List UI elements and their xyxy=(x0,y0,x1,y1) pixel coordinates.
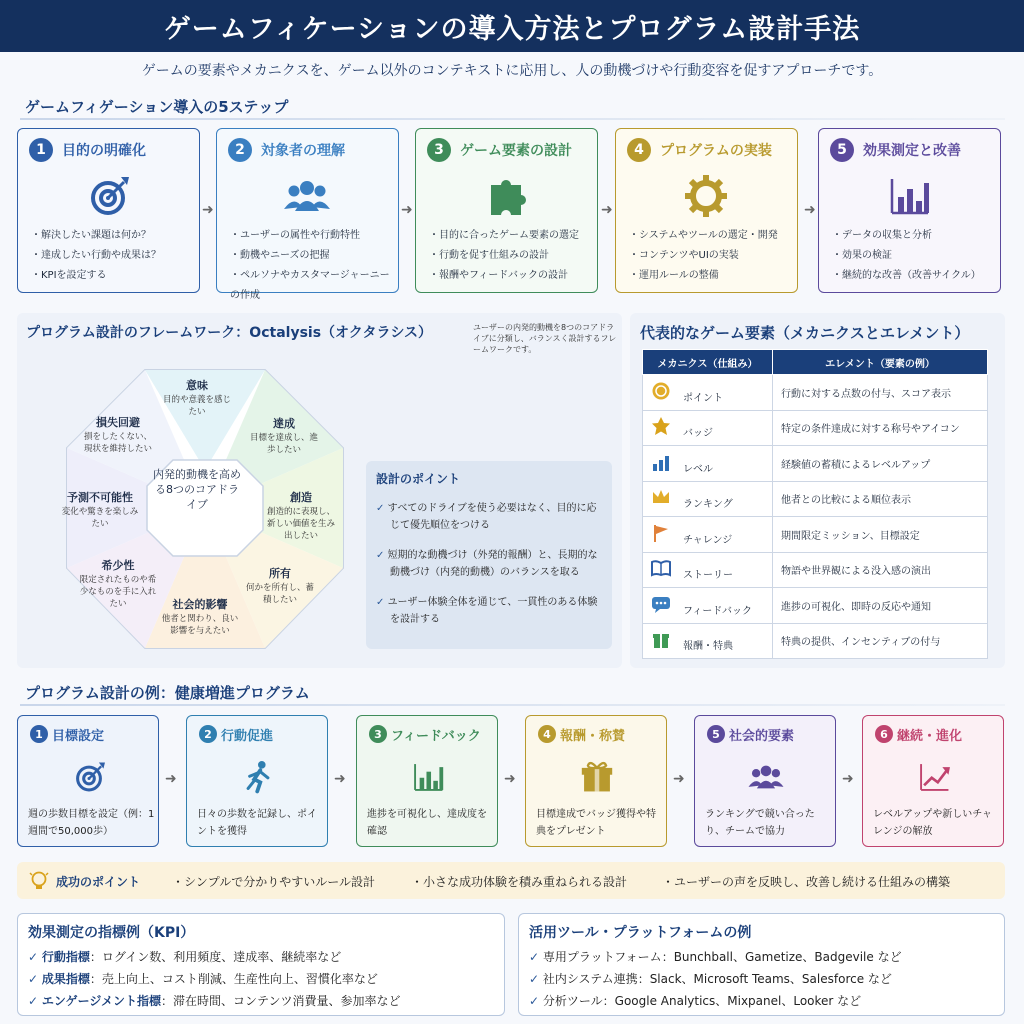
example-number: 5 xyxy=(707,725,725,743)
bar-chart-icon xyxy=(409,758,447,796)
growth-chart-icon xyxy=(915,758,953,796)
level-chart-icon xyxy=(651,452,671,475)
mechanic-name: ランキング xyxy=(683,499,733,511)
drive-meaning: 意味 目的や意義を感じたい xyxy=(162,379,231,417)
section-divider xyxy=(20,704,1005,706)
users-icon xyxy=(282,171,332,221)
arrow-right-icon: ➜ xyxy=(842,771,854,787)
success-points-bar xyxy=(17,862,1005,899)
example-desc: ランキングで競い合ったり、チームで協力 xyxy=(705,809,815,837)
step-card-5 xyxy=(818,128,1001,293)
puzzle-icon xyxy=(481,171,531,221)
element-row xyxy=(643,517,988,553)
mechanic-name: チャレンジ xyxy=(683,534,733,546)
arrow-right-icon: ➜ xyxy=(334,771,346,787)
target-icon xyxy=(83,171,133,221)
element-row xyxy=(643,552,988,588)
mechanic-name: バッジ xyxy=(683,428,713,440)
step-items xyxy=(629,226,778,286)
step-item: ・ システムやツールの選定・開発 xyxy=(629,226,778,246)
mechanic-name: レベル xyxy=(683,463,713,475)
step-item: ・ 継続的な改善（改善サイクル） xyxy=(832,266,981,286)
element-row xyxy=(643,623,988,659)
example-card-3 xyxy=(356,715,498,847)
step-item: ・ ペルソナやカスタマージャーニーの作成 xyxy=(230,266,398,306)
element-cell: 期間限定ミッション、目標設定 xyxy=(773,517,988,553)
arrow-right-icon: ➜ xyxy=(401,202,413,218)
tools-box xyxy=(518,913,1005,1016)
step-card-3 xyxy=(415,128,598,293)
step-number: 1 xyxy=(29,138,53,162)
gift-icon xyxy=(578,758,616,796)
mechanic-cell xyxy=(643,481,773,517)
example-card-1 xyxy=(17,715,159,847)
design-points-title: 設計のポイント xyxy=(376,472,461,486)
gift-icon xyxy=(651,629,671,652)
step-number: 2 xyxy=(228,138,252,162)
arrow-right-icon: ➜ xyxy=(673,771,685,787)
step-number: 5 xyxy=(830,138,854,162)
step-item: ・ 解決したい課題は何か？ xyxy=(31,226,161,246)
element-row xyxy=(643,375,988,411)
chat-bubble-icon xyxy=(651,594,671,617)
element-cell: 他者との比較による順位表示 xyxy=(773,481,988,517)
mechanic-name: フィードバック xyxy=(683,605,752,617)
example-desc: 週の歩数目標を設定（例：1週間で50,000歩） xyxy=(28,809,155,837)
example-title: 目標設定 xyxy=(52,729,105,744)
mechanic-name: ポイント xyxy=(683,392,723,404)
step-title: プログラムの実装 xyxy=(660,143,772,159)
example-title: 行動促進 xyxy=(221,729,274,744)
tools-row: ✓ 分析ツール：Google Analytics、Mixpanel、Looker など xyxy=(529,992,861,1009)
example-desc: 進捗を可視化し、達成度を確認 xyxy=(367,809,487,837)
tools-row: ✓ 専用プラットフォーム：Bunchball、Gametize、Badgevile など xyxy=(529,948,902,965)
kpi-row: ✓ 行動指標：ログイン数、利用頻度、達成率、継続率など xyxy=(28,948,341,965)
coin-icon xyxy=(651,381,671,404)
example-number: 1 xyxy=(30,725,48,743)
step-number: 3 xyxy=(427,138,451,162)
step-items xyxy=(832,226,981,286)
steps-section-title: ゲームフィゲーション導入の5ステップ xyxy=(25,98,289,116)
step-item: ・ KPIを設定する xyxy=(31,266,161,286)
step-item: ・ 目的に合ったゲーム要素の選定 xyxy=(429,226,579,246)
example-card-5 xyxy=(694,715,836,847)
example-card-6 xyxy=(862,715,1004,847)
example-section-title: プログラム設計の例：健康増進プログラム xyxy=(25,684,310,702)
example-desc: レベルアップや新しいチャレンジの解放 xyxy=(873,809,992,837)
element-row xyxy=(643,410,988,446)
success-item: ・シンプルで分かりやすいルール設計 xyxy=(172,875,375,889)
example-number: 4 xyxy=(538,725,556,743)
step-item: ・ コンテンツやUIの実装 xyxy=(629,246,778,266)
kpi-title: 効果測定の指標例（KPI） xyxy=(28,925,195,941)
page-subtitle: ゲームの要素やメカニクスを、ゲーム以外のコンテキストに応用し、人の動機づけや行動変容を促すアプローチです。 xyxy=(141,63,883,79)
drive-social-influence: 社会的影響 他者と関わり、良い影響を与えたい xyxy=(161,598,239,636)
design-point: ✓ すべてのドライブを使う必要はなく、目的に応じて優先順位をつける xyxy=(376,500,602,534)
example-number: 6 xyxy=(875,725,893,743)
col-elements: エレメント（要素の例） xyxy=(773,350,988,375)
step-items xyxy=(31,226,161,286)
step-item: ・ 行動を促す仕組みの設計 xyxy=(429,246,579,266)
mechanic-cell xyxy=(643,623,773,659)
success-label: 成功のポイント xyxy=(56,875,141,889)
step-item: ・ 達成したい行動や成果は？ xyxy=(31,246,161,266)
step-items xyxy=(429,226,579,286)
success-item: ・ユーザーの声を反映し、改善し続ける仕組みの構築 xyxy=(662,875,951,889)
step-items xyxy=(230,226,398,306)
arrow-right-icon: ➜ xyxy=(202,202,214,218)
drive-ownership: 所有 何かを所有し、蓄積したい xyxy=(245,567,314,605)
step-title: 効果測定と改善 xyxy=(863,143,961,159)
mechanic-cell xyxy=(643,446,773,482)
step-item: ・ 動機やニーズの把握 xyxy=(230,246,398,266)
design-point: ✓ ユーザー体験全体を通じて、一貫性のある体験を設計する xyxy=(376,594,602,628)
target-icon xyxy=(70,758,108,796)
element-row xyxy=(643,481,988,517)
elements-title: 代表的なゲーム要素（メカニクスとエレメント） xyxy=(640,324,970,342)
drive-creativity: 創造 創造的に表現し、新しい価値を生み出したい xyxy=(266,491,335,541)
success-item: ・小さな成功体験を積み重ねられる設計 xyxy=(411,875,628,889)
elements-table xyxy=(642,349,988,659)
example-number: 3 xyxy=(369,725,387,743)
arrow-right-icon: ➜ xyxy=(504,771,516,787)
framework-title: プログラム設計のフレームワーク：Octalysis（オクタラシス） xyxy=(26,325,433,341)
example-title: フィードバック xyxy=(391,729,481,744)
element-row xyxy=(643,588,988,624)
step-item: ・ 効果の検証 xyxy=(832,246,981,266)
drive-loss-avoidance: 損失回避 損をしたくない、現状を維持したい xyxy=(83,416,152,454)
step-card-2 xyxy=(216,128,399,301)
element-cell: 進捗の可視化、即時の反応や通知 xyxy=(773,588,988,624)
step-item: ・ 報酬やフィードバックの設計 xyxy=(429,266,579,286)
lightbulb-icon xyxy=(29,870,49,892)
mechanic-cell xyxy=(643,375,773,411)
example-desc: 日々の歩数を記録し、ポイントを獲得 xyxy=(197,809,317,837)
element-cell: 行動に対する点数の付与、スコア表示 xyxy=(773,375,988,411)
mechanic-name: 報酬・特典 xyxy=(683,641,733,653)
mechanic-cell xyxy=(643,552,773,588)
example-number: 2 xyxy=(199,725,217,743)
book-icon xyxy=(651,558,671,581)
arrow-right-icon: ➜ xyxy=(601,202,613,218)
step-title: 対象者の理解 xyxy=(261,143,345,159)
crown-icon xyxy=(651,487,671,510)
element-row xyxy=(643,446,988,482)
design-point: ✓ 短期的な動機づけ（外発的報酬）と、長期的な動機づけ（内発的動機）のバランスを取る xyxy=(376,547,602,581)
drive-scarcity: 希少性 限定されたものや希少なものを手に入れたい xyxy=(79,559,157,609)
element-cell: 特典の提供、インセンティブの付与 xyxy=(773,623,988,659)
example-title: 社会的要素 xyxy=(729,729,795,744)
example-title: 報酬・称賛 xyxy=(560,729,626,744)
step-item: ・ 運用ルールの整備 xyxy=(629,266,778,286)
runner-icon xyxy=(239,758,277,796)
mechanic-cell xyxy=(643,588,773,624)
section-divider xyxy=(20,118,1005,120)
drive-unpredictability: 予測不可能性 変化や驚きを楽しみたい xyxy=(61,491,139,529)
step-item: ・ ユーザーの属性や行動特性 xyxy=(230,226,398,246)
mechanic-cell xyxy=(643,517,773,553)
octagon-center-label: 内発的動機を高める8つのコアドライブ xyxy=(153,468,241,511)
mechanic-cell xyxy=(643,410,773,446)
step-number: 4 xyxy=(627,138,651,162)
bar-chart-icon xyxy=(884,171,934,221)
example-card-4 xyxy=(525,715,667,847)
element-cell: 経験値の蓄積によるレベルアップ xyxy=(773,446,988,482)
page-title: ゲームフィケーションの導入方法とプログラム設計手法 xyxy=(0,0,1024,52)
step-card-4 xyxy=(615,128,798,293)
gear-icon xyxy=(681,171,731,221)
tools-row: ✓ 社内システム連携：Slack、Microsoft Teams、Salesforce など xyxy=(529,970,892,987)
element-cell: 物語や世界観による没入感の演出 xyxy=(773,552,988,588)
example-card-2 xyxy=(186,715,328,847)
step-card-1 xyxy=(17,128,200,293)
kpi-row: ✓ 成果指標：売上向上、コスト削減、生産性向上、習慣化率など xyxy=(28,970,378,987)
kpi-box xyxy=(17,913,505,1016)
mechanic-name: ストーリー xyxy=(683,570,733,582)
step-title: ゲーム要素の設計 xyxy=(460,143,572,159)
arrow-right-icon: ➜ xyxy=(804,202,816,218)
flag-icon xyxy=(651,523,671,546)
arrow-right-icon: ➜ xyxy=(165,771,177,787)
kpi-row: ✓ エンゲージメント指標：滞在時間、コンテンツ消費量、参加率など xyxy=(28,992,400,1009)
step-item: ・ データの収集と分析 xyxy=(832,226,981,246)
element-cell: 特定の条件達成に対する称号やアイコン xyxy=(773,410,988,446)
col-mechanics: メカニクス（仕組み） xyxy=(643,350,773,375)
drive-achievement: 達成 目標を達成し、進歩したい xyxy=(249,417,318,455)
users-icon xyxy=(747,758,785,796)
step-title: 目的の明確化 xyxy=(62,143,146,159)
tools-title: 活用ツール・プラットフォームの例 xyxy=(529,925,752,941)
framework-note: ユーザーの内発的動機を8つのコアドライブに分類し、バランスく設計するフレームワークです。 xyxy=(473,323,617,354)
design-points-box xyxy=(366,461,612,649)
example-title: 継続・進化 xyxy=(897,729,963,744)
badge-icon xyxy=(651,416,671,439)
example-desc: 目標達成でバッジ獲得や特典をプレゼント xyxy=(536,809,656,837)
